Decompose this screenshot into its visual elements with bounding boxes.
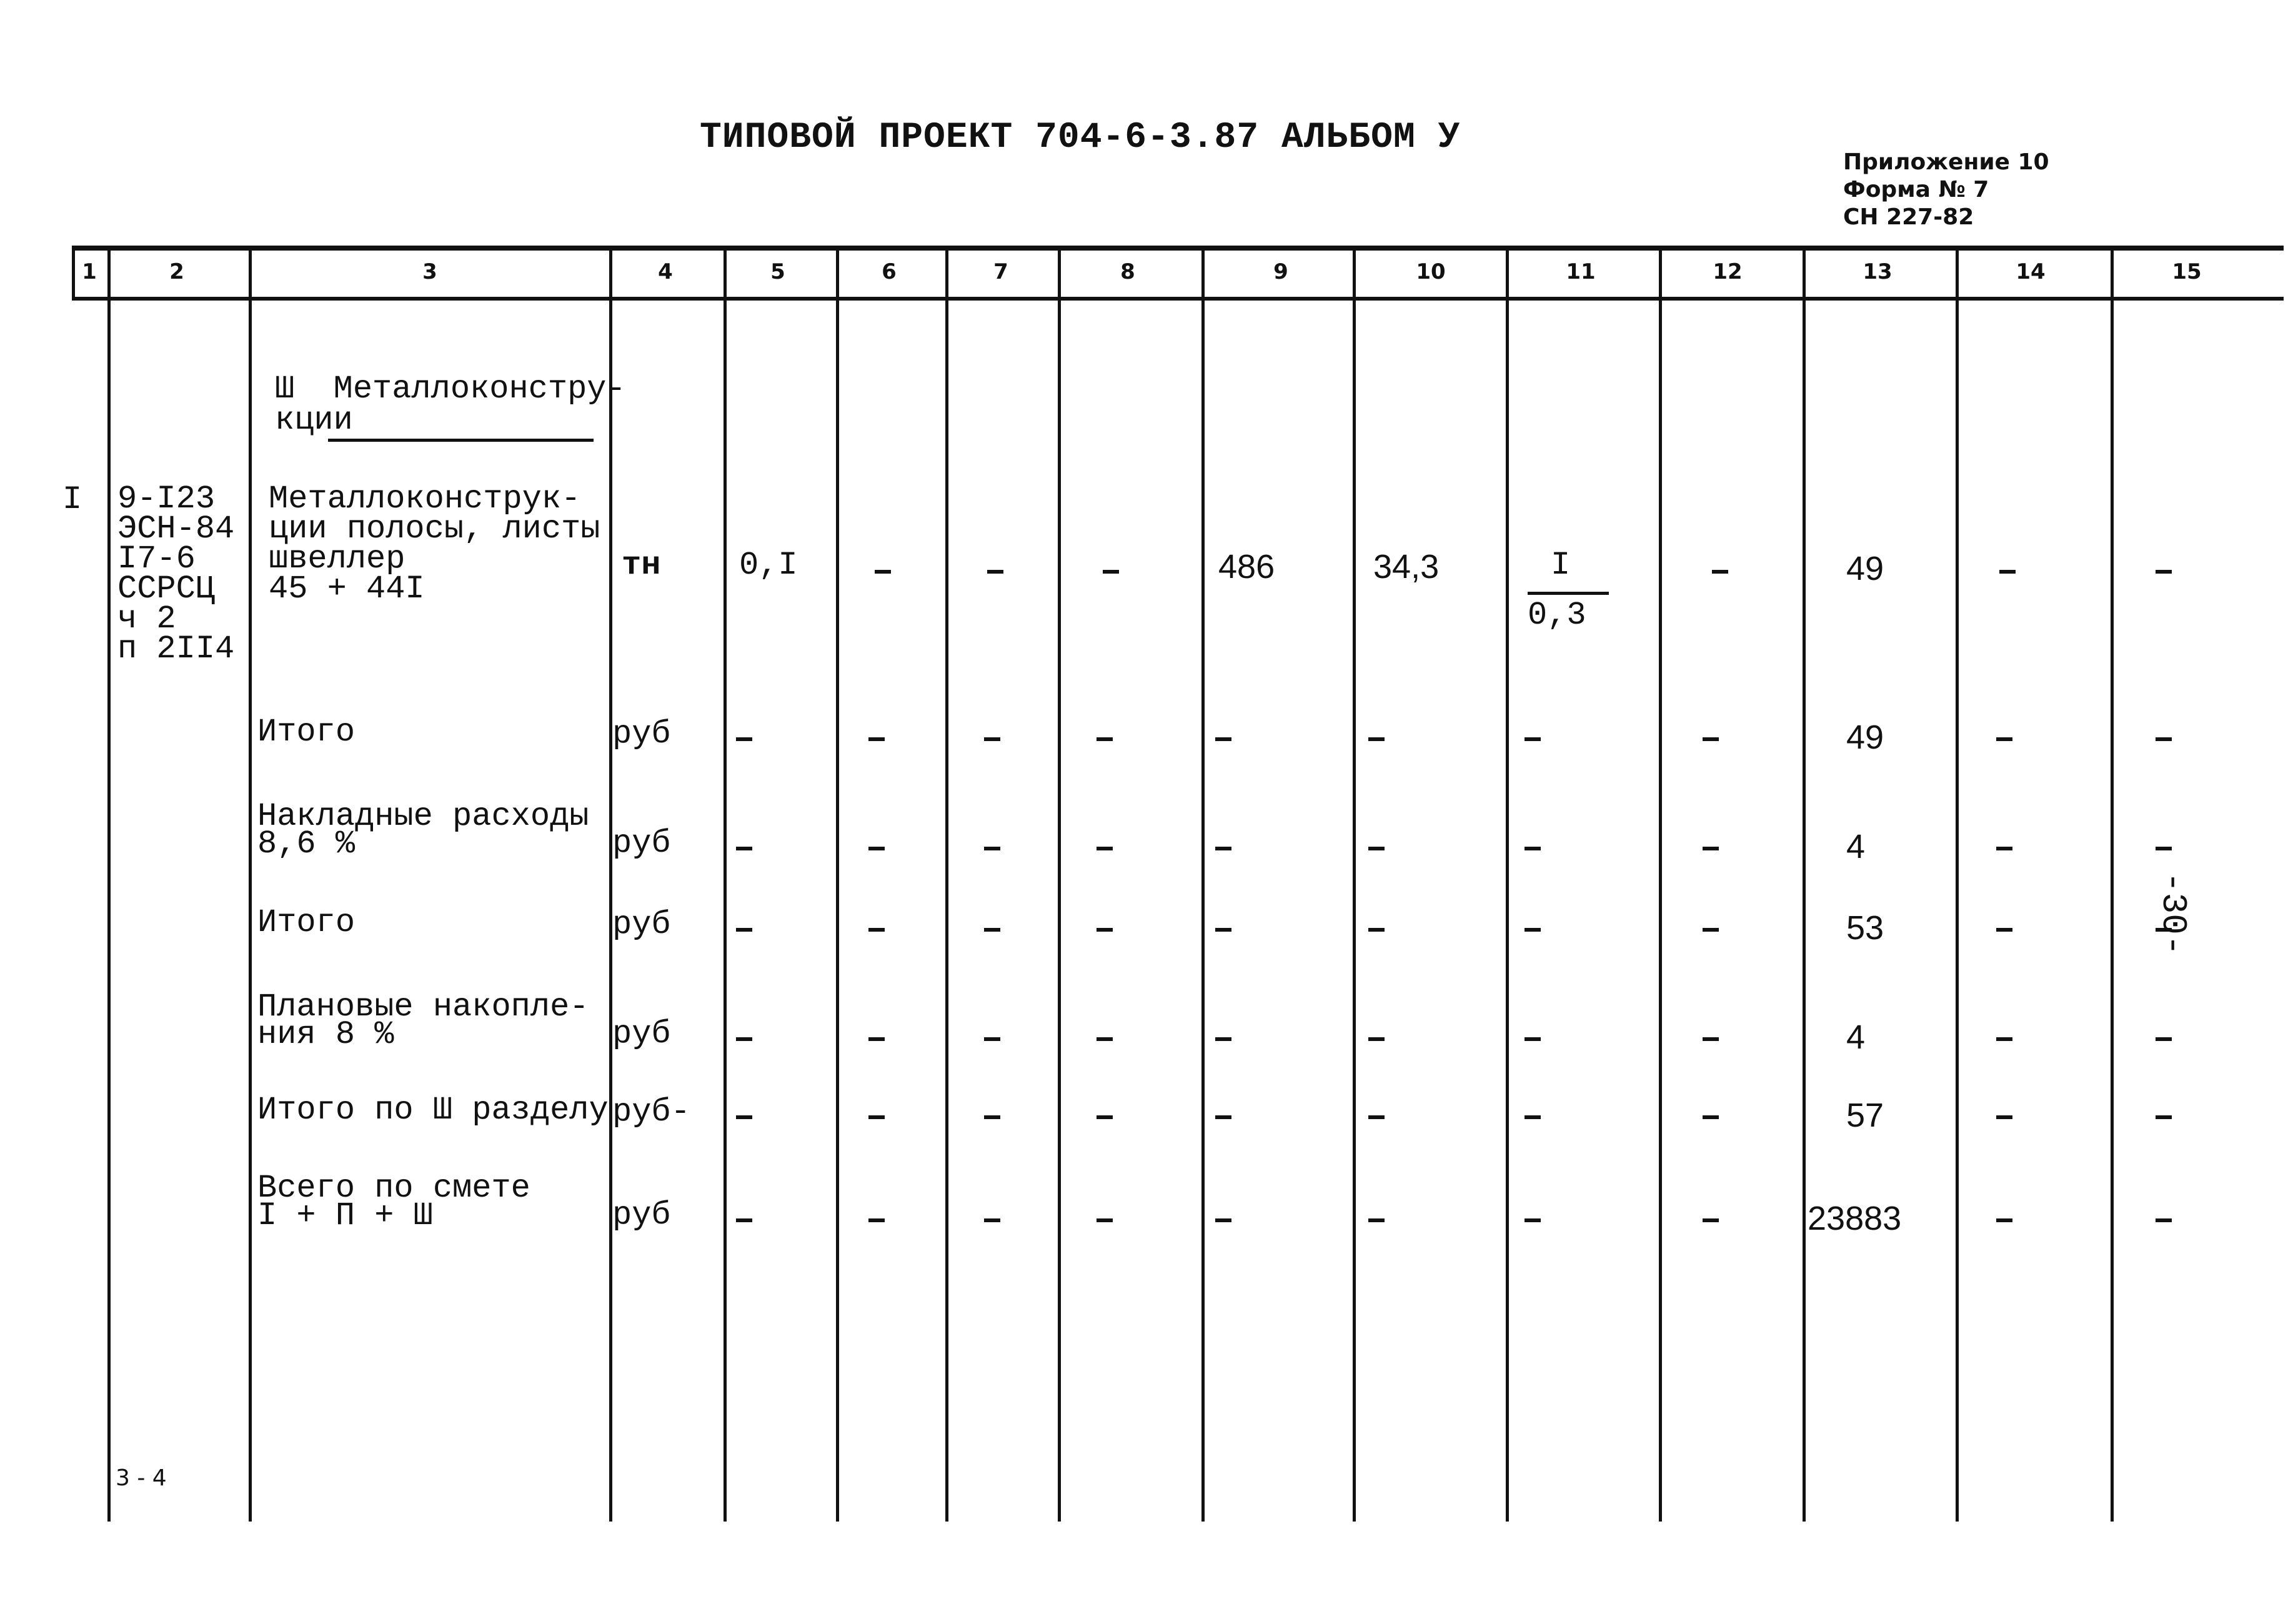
column-divider (1058, 247, 1061, 1522)
appendix-line-2: Форма № 7 (1843, 177, 1989, 202)
column-divider (249, 247, 252, 1522)
summary-row-unit: руб (612, 1197, 671, 1233)
empty-cell-dash (1215, 737, 1231, 741)
column-divider (945, 247, 948, 1522)
item-unit: тн (622, 547, 661, 584)
empty-cell-dash (1703, 1115, 1719, 1119)
item-col9: 486 (1218, 548, 1275, 585)
empty-cell-dash (2156, 1218, 2172, 1222)
empty-cell-dash (736, 847, 752, 850)
empty-cell-dash (736, 1218, 752, 1222)
empty-cell-dash (1097, 1115, 1113, 1119)
empty-cell-dash (1996, 1218, 2012, 1222)
item-col11-numerator: I (1551, 547, 1571, 584)
empty-cell-dash (1525, 1037, 1541, 1041)
empty-cell-dash (1215, 1218, 1231, 1222)
empty-cell-dash (1996, 928, 2012, 932)
empty-cell-dash (1103, 570, 1119, 574)
empty-cell-dash (2156, 1115, 2172, 1119)
empty-cell-dash (2156, 570, 2172, 574)
empty-cell-dash (1215, 1037, 1231, 1041)
empty-cell-dash (1368, 1037, 1385, 1041)
summary-row-unit: руб (612, 1015, 671, 1052)
empty-cell-dash (736, 1037, 752, 1041)
summary-row-label: Итого по Ш разделу (257, 1092, 609, 1128)
item-col11-denominator: 0,3 (1528, 597, 1586, 634)
column-divider (724, 247, 727, 1522)
empty-cell-dash (1368, 928, 1385, 932)
empty-cell-dash (1097, 928, 1113, 932)
summary-row-label: Итого (257, 714, 356, 750)
empty-cell-dash (868, 737, 885, 741)
empty-cell-dash (1097, 847, 1113, 850)
empty-cell-dash (1703, 1037, 1719, 1041)
column-divider (107, 247, 111, 1522)
column-number: 4 (658, 259, 673, 284)
empty-cell-dash (984, 1037, 1000, 1041)
column-number: 1 (82, 259, 97, 284)
summary-row-unit: руб (612, 906, 671, 943)
summary-row-label: Плановые накопле- ния 8 % (257, 989, 589, 1053)
column-divider (1201, 247, 1205, 1522)
empty-cell-dash (868, 928, 885, 932)
header-bottom-rule (72, 297, 2284, 301)
column-number: 12 (1713, 259, 1743, 284)
summary-row-label: Всего по смете I + П + Ш (257, 1170, 530, 1234)
column-divider (836, 247, 839, 1522)
summary-row-col13: 53 (1846, 909, 1884, 947)
price-code: 9-I23 ЭСН-84 I7-6 ССРСЦ ч 2 п 2II4 (117, 481, 235, 667)
summary-row-unit: руб (612, 825, 671, 862)
column-divider (1506, 247, 1509, 1522)
empty-cell-dash (1368, 1218, 1385, 1222)
empty-cell-dash (1996, 737, 2012, 741)
column-number: 7 (993, 259, 1008, 284)
empty-cell-dash (1525, 1218, 1541, 1222)
empty-cell-dash (2156, 1037, 2172, 1041)
empty-cell-dash (1525, 737, 1541, 741)
empty-cell-dash (1996, 847, 2012, 850)
column-number: 11 (1566, 259, 1596, 284)
empty-cell-dash (736, 928, 752, 932)
sheet-marker: 3 - 4 (116, 1465, 167, 1491)
empty-cell-dash (1525, 928, 1541, 932)
empty-cell-dash (1215, 847, 1231, 850)
column-number: 2 (169, 259, 184, 284)
empty-cell-dash (1525, 1115, 1541, 1119)
table-top-rule (72, 246, 2284, 251)
column-number: 3 (422, 259, 437, 284)
empty-cell-dash (984, 928, 1000, 932)
empty-cell-dash (875, 570, 891, 574)
empty-cell-dash (868, 1115, 885, 1119)
empty-cell-dash (1703, 737, 1719, 741)
empty-cell-dash (987, 570, 1003, 574)
empty-cell-dash (736, 1115, 752, 1119)
appendix-line-1: Приложение 10 (1843, 149, 2049, 175)
empty-cell-dash (868, 847, 885, 850)
column-divider (1803, 247, 1806, 1522)
empty-cell-dash (1703, 1218, 1719, 1222)
item-col10: 34,3 (1373, 548, 1440, 585)
fraction-bar (1528, 592, 1609, 595)
column-number: 10 (1416, 259, 1446, 284)
item-name: Металлоконструк- ции полосы, листы швеллер 45 + 44I (269, 481, 600, 607)
empty-cell-dash (1097, 1218, 1113, 1222)
empty-cell-dash (984, 1218, 1000, 1222)
document-title: ТИПОВОЙ ПРОЕКТ 704-6-3.87 АЛЬБОМ У (700, 117, 1461, 158)
empty-cell-dash (1999, 570, 2016, 574)
column-divider (2111, 247, 2114, 1522)
section-title: Ш Металлоконстру- кции (275, 371, 626, 439)
empty-cell-dash (2156, 737, 2172, 741)
item-quantity: 0,I (739, 547, 798, 584)
column-divider (1956, 247, 1959, 1522)
column-number: 15 (2172, 259, 2202, 284)
empty-cell-dash (1097, 1037, 1113, 1041)
summary-row-col13: 4 (1846, 828, 1866, 865)
column-divider (609, 247, 612, 1522)
empty-cell-dash (2156, 847, 2172, 850)
appendix-note (1843, 149, 2049, 231)
empty-cell-dash (1703, 928, 1719, 932)
empty-cell-dash (868, 1037, 885, 1041)
column-number: 6 (882, 259, 897, 284)
column-number: 13 (1863, 259, 1893, 284)
empty-cell-dash (984, 1115, 1000, 1119)
empty-cell-dash (1996, 1037, 2012, 1041)
appendix-line-3: СН 227-82 (1843, 204, 1974, 230)
empty-cell-dash (984, 847, 1000, 850)
page-number: -30- (2153, 872, 2193, 956)
empty-cell-dash (1368, 737, 1385, 741)
column-number: 9 (1273, 259, 1288, 284)
summary-row-col13: 23883 (1808, 1200, 1902, 1237)
empty-cell-dash (984, 737, 1000, 741)
empty-cell-dash (1996, 1115, 2012, 1119)
summary-row-unit: руб (612, 715, 671, 752)
column-number: 5 (770, 259, 785, 284)
empty-cell-dash (1097, 737, 1113, 741)
empty-cell-dash (1215, 1115, 1231, 1119)
empty-cell-dash (736, 737, 752, 741)
summary-row-col13: 49 (1846, 719, 1884, 756)
summary-row-col13: 4 (1846, 1019, 1866, 1056)
column-number: 8 (1120, 259, 1135, 284)
empty-cell-dash (1525, 847, 1541, 850)
summary-row-label: Накладные расходы 8,6 % (257, 798, 589, 862)
empty-cell-dash (1712, 570, 1728, 574)
empty-cell-dash (868, 1218, 885, 1222)
summary-row-label: Итого (257, 904, 356, 941)
column-number: 14 (2016, 259, 2046, 284)
empty-cell-dash (1368, 1115, 1385, 1119)
empty-cell-dash (1703, 847, 1719, 850)
column-divider (1353, 247, 1356, 1522)
column-divider (1659, 247, 1662, 1522)
empty-cell-dash (1368, 847, 1385, 850)
summary-row-col13: 57 (1846, 1097, 1884, 1134)
item-col13: 49 (1846, 550, 1884, 587)
row-number: I (62, 481, 82, 518)
empty-cell-dash (1215, 928, 1231, 932)
summary-row-unit: руб- (612, 1093, 690, 1130)
section-title-underline (328, 439, 594, 442)
